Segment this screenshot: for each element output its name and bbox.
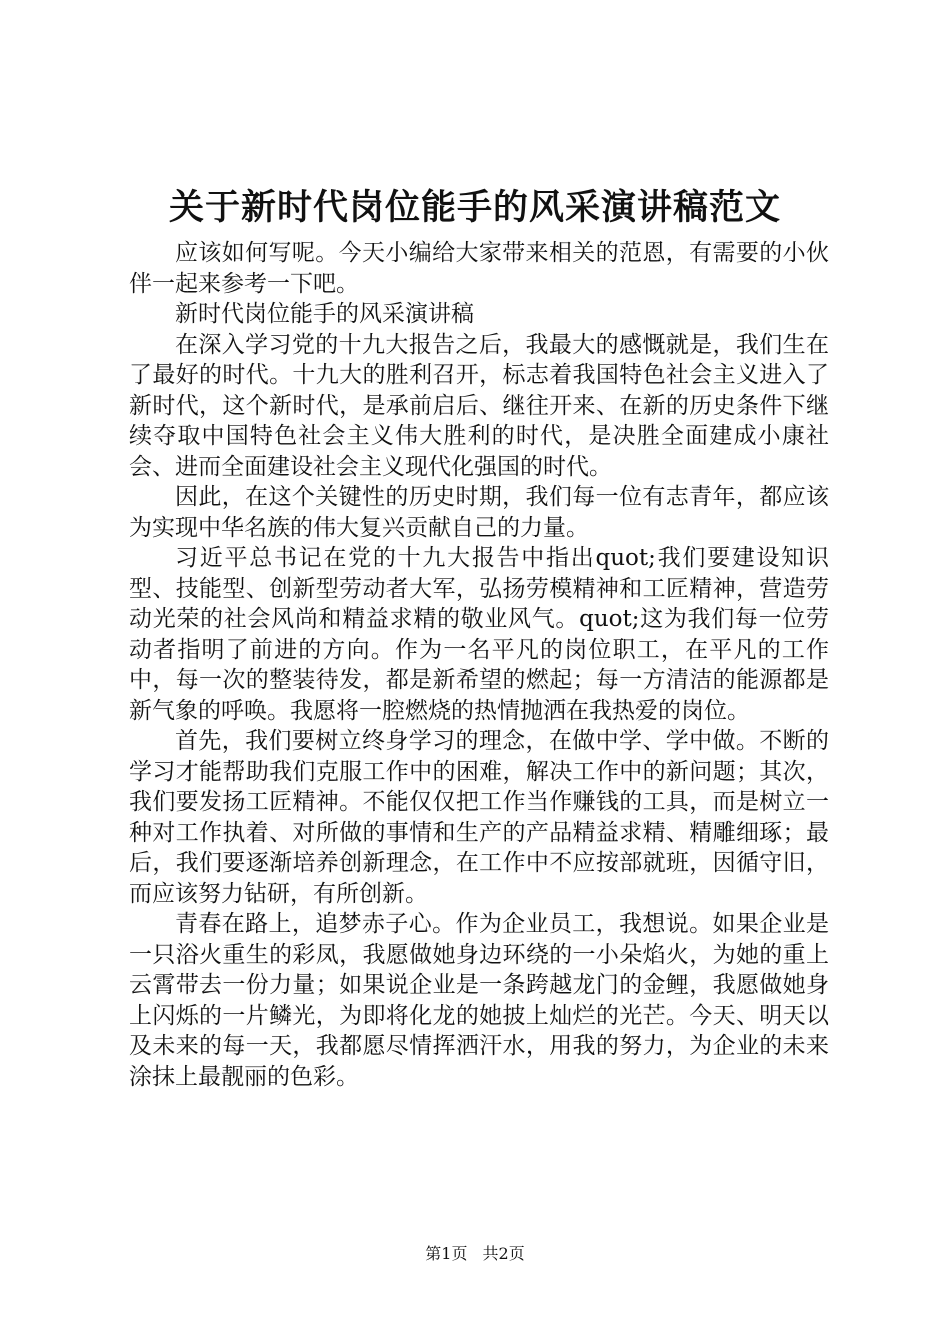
body-paragraph: 在深入学习党的十九大报告之后，我最大的感慨就是，我们生在了最好的时代。十九大的胜利召开，标志着我国特色社会主义进入了新时代，这个新时代，是承前启后、继往开来、在新的历史条件下继续夺取中国特色社会主义伟大胜利的时代，是决胜全面建成小康社会、进而全面建设社会主义现代化强国的时代。: [129, 331, 829, 480]
body-paragraph: 习近平总书记在党的十九大报告中指出quot;我们要建设知识型、技能型、创新型劳动者大军，弘扬劳模精神和工匠精神，营造劳动光荣的社会风尚和精益求精的敬业风气。quot;这为我们每一位劳动者指明了前进的方向。作为一名平凡的岗位职工，在平凡的工作中，每一次的整装待发，都是新希望的燃起；每一方清洁的能源都是新气象的呼唤。我愿将一腔燃烧的热情抛洒在我热爱的岗位。: [129, 545, 829, 724]
page-number: 第1页: [425, 1244, 468, 1263]
document-body: [129, 238, 829, 1092]
section-heading: 新时代岗位能手的风采演讲稿: [175, 301, 474, 327]
body-paragraph: 青春在路上，追梦赤子心。作为企业员工，我想说。如果企业是一只浴火重生的彩凤，我愿做她身边环绕的一小朵焰火，为她的重上云霄带去一份力量；如果说企业是一条跨越龙门的金鲤，我愿做她身上闪烁的一片鳞光，为即将化龙的她披上灿烂的光芒。今天、明天以及未来的每一天，我都愿尽情挥洒汗水，用我的努力，为企业的未来涂抹上最靓丽的色彩。: [129, 911, 829, 1090]
page-title: 关于新时代岗位能手的风采演讲稿范文: [168, 187, 781, 228]
intro-paragraph: 应该如何写呢。今天小编给大家带来相关的范恩，有需要的小伙伴一起来参考一下吧。: [129, 240, 829, 297]
page-total: 共2页: [482, 1244, 525, 1263]
body-paragraph: 因此，在这个关键性的历史时期，我们每一位有志青年，都应该为实现中华名族的伟大复兴贡献自己的力量。: [129, 484, 829, 541]
body-paragraph: 首先，我们要树立终身学习的理念，在做中学、学中做。不断的学习才能帮助我们克服工作中的困难，解决工作中的新问题；其次，我们要发扬工匠精神。不能仅仅把工作当作赚钱的工具，而是树立一种对工作执着、对所做的事情和生产的产品精益求精、精雕细琢；最后，我们要逐渐培养创新理念，在工作中不应按部就班，因循守旧，而应该努力钻研，有所创新。: [129, 728, 829, 907]
page-footer: [0, 1243, 950, 1265]
